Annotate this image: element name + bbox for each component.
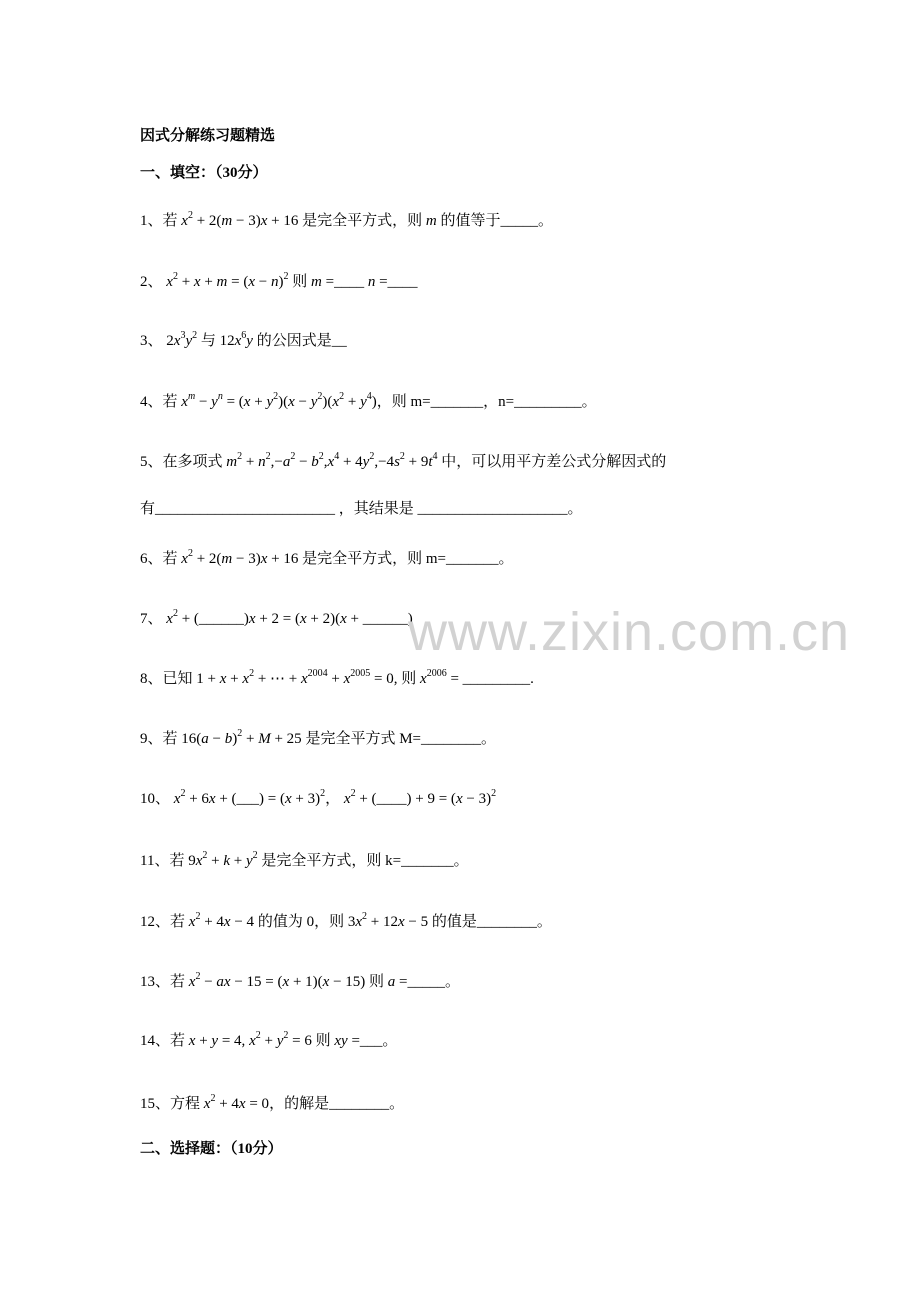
question-12: 12、若 $x^2 + 4x - 4$ 的值为 0，则 $3x^2 + 12x - 5$ 的值是________。 — [140, 911, 552, 930]
question-9: 9、若 $16(a - b)^2 + M + 25$ 是完全平方式 M=________。 — [140, 728, 496, 747]
question-1: 1、若 $x^2 + 2(m - 3)x + 16$ 是完全平方式，则 m 的值等于_____。 — [140, 210, 553, 229]
question-13: 13、若 $x^2$ − ax − 15 = (x + 1)(x − 15) 则 a =_____。 — [140, 971, 461, 990]
question-5: 5、在多项式 $m^2 + n^2,-a^2 - b^2,x^4 + 4y^2,-4s^2 + 9t^4$ 中，可以用平方差公式分解因式的 — [140, 451, 667, 470]
question-6: 6、若 $x^2 + 2(m - 3)x + 16$ 是完全平方式，则 m=_______。 — [140, 548, 514, 567]
watermark: www.zixin.com.cn — [408, 602, 851, 662]
question-4: 4、若 $x^m - y^n = (x + y^2)(x - y^2)(x^2 + y^4)$，则 m=_______，n=_________。 — [140, 391, 597, 410]
question-10: 10、 $x^2 + 6x$ + (___) = $(x + 3)^2$， $x^2$ + (____) + $9 = (x - 3)^2$ — [140, 788, 497, 807]
section-heading-fill-in: 一、填空：（30分） — [140, 165, 268, 181]
section-heading-multiple-choice: 二、选择题：（10分） — [140, 1141, 283, 1157]
question-2: 2、 $x^2 + x + m = (x - n)^2$ 则 m =____ n =____ — [140, 271, 418, 290]
question-14: 14、若 x + y = 4, $x^2 + y^2 = 6$ 则 xy =___。 — [140, 1030, 398, 1049]
question-7: 7、 $x^2$ + (______)x + 2 = (x + 2)(x + ______) — [140, 608, 413, 627]
question-11: 11、若 $9x^2 + k + y^2$ 是完全平方式，则 k=_______。 — [140, 850, 469, 869]
question-5-continued: 有________________________ ，其结果是 ____________________。 — [140, 501, 583, 517]
question-3: 3、 $2x^3y^2$ 与 $12x^6y$ 的公因式是__ — [140, 330, 347, 349]
question-15: 15、方程 $x^2 + 4x = 0$，的解是________。 — [140, 1093, 405, 1112]
document-title: 因式分解练习题精选 — [140, 128, 276, 144]
question-8: 8、已知 $1 + x + x^2$ + ⋯ + $x^{2004} + x^{2005} = 0$, 则 $x^{2006}$ = _________. — [140, 668, 534, 687]
